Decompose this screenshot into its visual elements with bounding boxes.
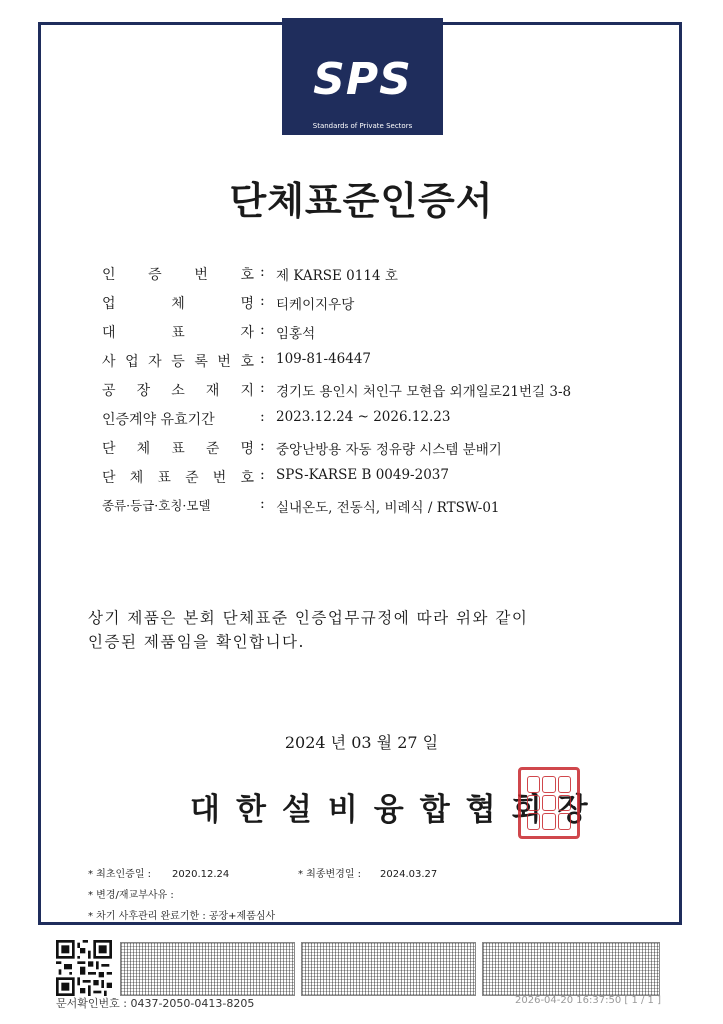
field-value: 중앙난방용 자동 정유량 시스템 분배기: [276, 442, 502, 458]
last-change-label: * 최종변경일 :: [298, 869, 362, 880]
issue-date: 2024 년 03 월 27 일: [284, 733, 439, 752]
field-label: 대 표 자: [102, 325, 254, 341]
last-change-value: 2024.03.27: [380, 869, 438, 880]
first-cert-value: 2020.12.24: [172, 869, 230, 880]
field-label: 단 체 표 준 명: [102, 441, 254, 457]
official-seal: [518, 767, 580, 839]
field-colon: :: [260, 264, 265, 280]
field-colon: :: [260, 409, 265, 425]
change-reason: * 변경/재교부사유 :: [88, 890, 174, 901]
first-cert-label: * 최초인증일 :: [88, 869, 152, 880]
logo-subtitle: Standards of Private Sectors: [312, 122, 413, 130]
field-value: 경기도 용인시 처인구 모현읍 외개일로21번길 3-8: [276, 384, 572, 400]
security-pattern-2: [301, 942, 476, 996]
certificate-title: 단체표준인증서: [229, 179, 494, 223]
field-colon: :: [260, 322, 265, 338]
issuer-name: 대한설비융합협회장: [190, 792, 604, 828]
document-check-number: 문서확인번호 : 0437-2050-0413-8205: [56, 997, 255, 1010]
security-pattern-3: [482, 942, 660, 996]
field-value: 제 KARSE 0114 호: [276, 268, 398, 284]
sps-logo: [282, 18, 443, 135]
field-colon: :: [260, 496, 265, 512]
field-value: 티케이지우당: [276, 297, 355, 313]
print-timestamp: 2026-04-20 16:37:50 [ 1 / 1 ]: [515, 995, 661, 1006]
certification-statement: [88, 606, 636, 654]
statement-line-2: 인증된 제품임을 확인합니다.: [88, 633, 305, 651]
field-value: 임홍석: [276, 326, 316, 342]
field-colon: :: [260, 438, 265, 454]
field-colon: :: [260, 380, 265, 396]
qr-code-icon: [56, 940, 112, 996]
field-value: 109-81-46447: [276, 351, 372, 367]
next-review: * 차기 사후관리 완료기한 : 공장+제품심사: [88, 911, 276, 922]
field-label: 인 증 번 호: [102, 267, 254, 283]
field-value: SPS-KARSE B 0049-2037: [276, 467, 449, 483]
security-pattern-1: [120, 942, 295, 996]
field-label: 업 체 명: [102, 296, 254, 312]
field-value: 실내온도, 전동식, 비례식 / RTSW-01: [276, 500, 500, 516]
field-label: 종류·등급·호칭·모델: [102, 498, 211, 513]
field-label: 사 업 자 등 록 번 호: [102, 354, 254, 370]
field-label: 단 체 표 준 번 호: [102, 470, 254, 486]
logo-mark: SPS: [313, 54, 412, 105]
field-colon: :: [260, 467, 265, 483]
field-colon: :: [260, 293, 265, 309]
field-colon: :: [260, 351, 265, 367]
statement-line-1: 상기 제품은 본회 단체표준 인증업무규정에 따라 위와 같이: [88, 609, 529, 627]
field-label: 공 장 소 재 지: [102, 383, 254, 399]
field-value: 2023.12.24 ~ 2026.12.23: [276, 409, 451, 425]
field-label: 인증계약 유효기간: [102, 412, 215, 428]
